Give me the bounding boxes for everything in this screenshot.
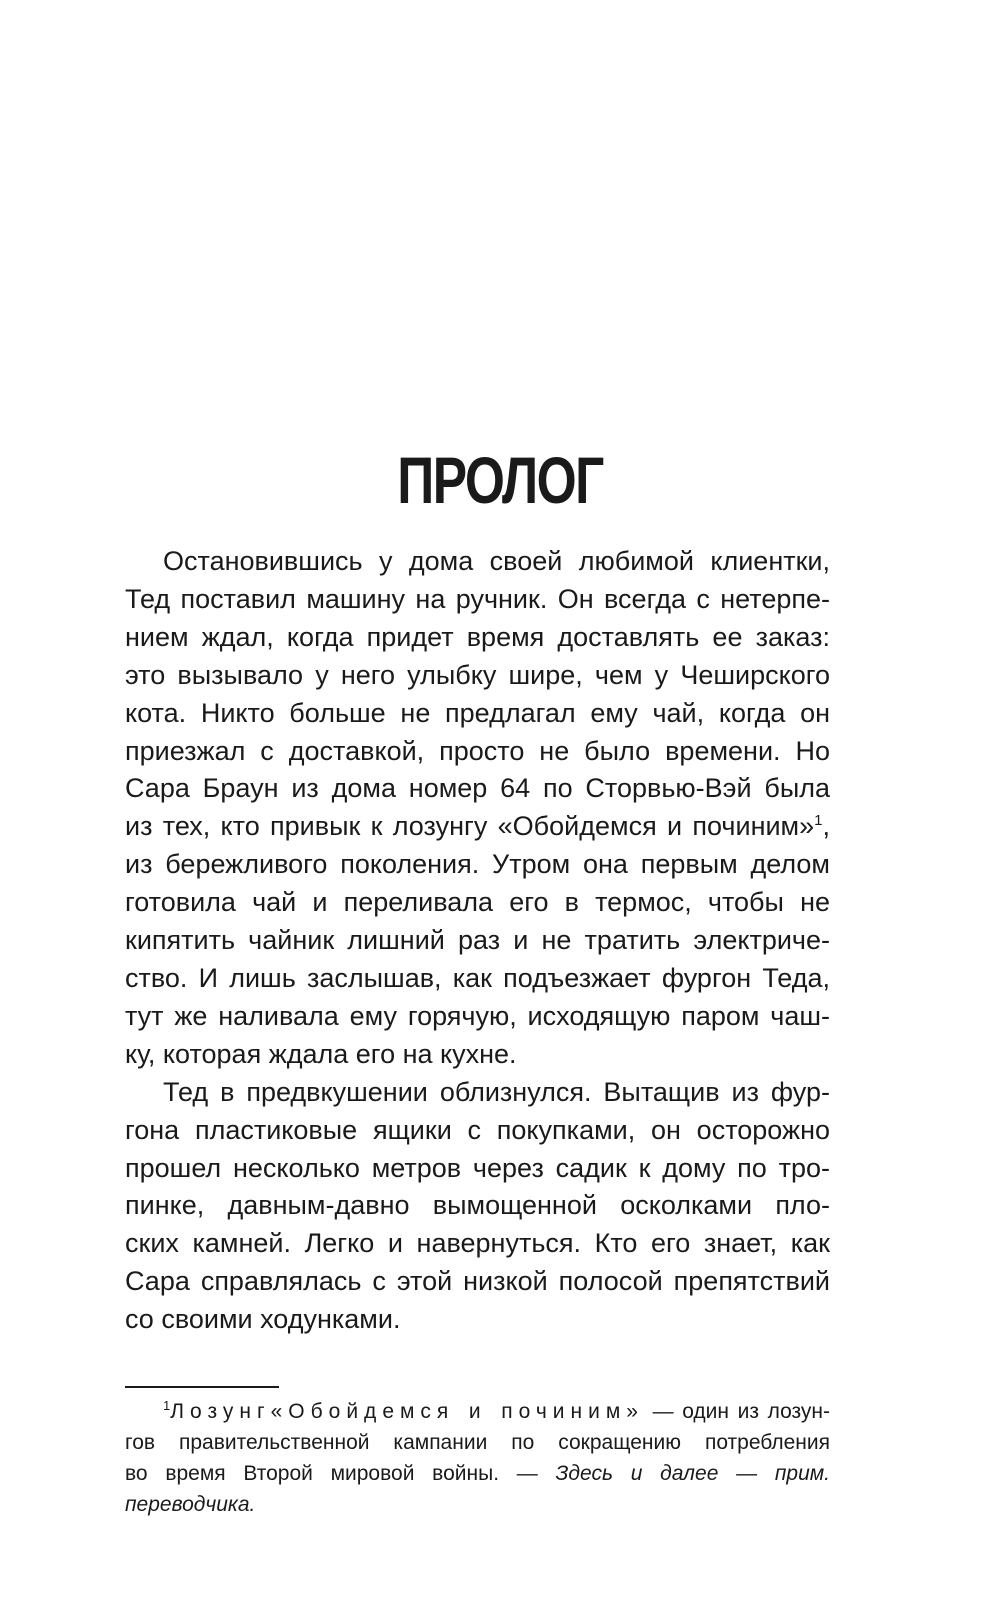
text-line: со своими ходунками. [125, 1304, 401, 1335]
chapter-title: ПРОЛОГ [397, 443, 603, 517]
footnote-slogan: Лозунг«Обойдемся и починим» [170, 1400, 644, 1423]
text-line: из бережливого поколения. Утром она первым делом [125, 849, 830, 880]
text-line: кипятить чайник лишний раз и не тратить электриче- [125, 925, 830, 956]
footnote-reference[interactable]: 1 [814, 812, 823, 830]
text-line: тут же наливала ему горячую, исходящую паром чаш- [125, 1000, 830, 1031]
text-line: Сара справлялась с этой низкой полосой препятствий [125, 1266, 830, 1297]
footnote-line: гов правительственной кампании по сокращению потребления [125, 1431, 830, 1454]
text-line: нием ждал, когда придет время доставлять ее заказ: [125, 621, 830, 652]
text-line: пинке, давным-давно вымощенной осколками пло- [125, 1190, 830, 1221]
text-line: ских камней. Легко и навернуться. Кто его знает, как [125, 1228, 830, 1259]
text-line: ку, которая ждала его на кухне. [125, 1038, 517, 1069]
text-line: Тед поставил машину на ручник. Он всегда с нетерпе- [125, 583, 830, 614]
footnote-divider [125, 1386, 279, 1388]
text-line: прошел несколько метров через садик к дому по тро- [125, 1152, 830, 1183]
footnote-number: 1 [163, 1398, 171, 1413]
footnote [125, 1396, 830, 1520]
text-line: это вызывало у него улыбку шире, чем у Чеширского [125, 659, 830, 690]
chapter-body [125, 543, 830, 1339]
text-line: Тед в предвкушении облизнулся. Вытащив из фур- [163, 1076, 830, 1107]
text-line: из тех, кто привык к лозунгу «Обойдемся и починим»$^1$, [125, 811, 830, 842]
footnote-line: переводчика. [125, 1493, 256, 1516]
text-line: Остановившись у дома своей любимой клиентки, [163, 546, 830, 576]
paragraph-1 [125, 543, 830, 1074]
text-line: кота. Никто больше не предлагал ему чай, когда он [125, 697, 830, 728]
text-line: Сара Браун из дома номер 64 по Сторвью-Вэй была [125, 773, 830, 804]
text-line: приезжал с доставкой, просто не было времени. Но [125, 735, 830, 766]
text-line: гона пластиковые ящики с покупками, он осторожно [125, 1114, 830, 1145]
text-line: готовила чай и переливала его в термос, чтобы не [125, 887, 830, 918]
footnote-line: $^1$Лозунг«Обойдемся и починим» — один из лозун- [163, 1398, 830, 1423]
text-line: ство. И лишь заслышав, как подъезжает фургон Теда, [125, 962, 830, 993]
footnote-line: во время Второй мировой войны. — Здесь и далее — прим. [125, 1462, 830, 1485]
paragraph-2 [125, 1074, 830, 1339]
